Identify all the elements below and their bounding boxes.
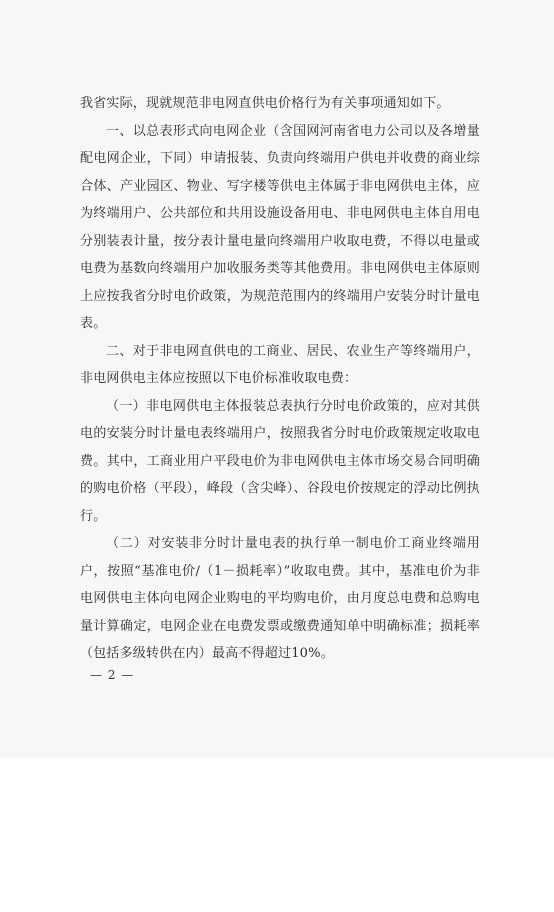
page-number: — 2 — [90, 668, 135, 682]
paragraph-item-two: （二）对安装非分时计量电表的执行单一制电价工商业终端用户，按照“基准电价/（1－损耗率）”收取电费。其中，基准电价为非电网供电主体向电网企业购电的平均购电价，由月度总电费和总购电量计算确定，电网企业在电费发票或缴费通知单中明确标准；损耗率（包括多级转供在内）最高不得超过10%。 [80, 536, 480, 661]
document-body [80, 90, 480, 668]
paragraph-item-one: （一）非电网供电主体报装总表执行分时电价政策的，应对其供电的安装分时计量电表终端用户，按照我省分时电价政策规定收取电费。其中，工商业用户平段电价为非电网供电主体市场交易合同明确的购电价格（平段），峰段（含尖峰）、谷段电价按规定的浮动比例执行。 [80, 398, 480, 524]
paragraph-section-two: 二、对于非电网直供电的工商业、居民、农业生产等终端用户，非电网供电主体应按照以下电价标准收取电费： [80, 343, 480, 386]
paragraph-continuation: 我省实际，现就规范非电网直供电价格行为有关事项通知如下。 [80, 96, 450, 111]
paragraph-section-one: 一、以总表形式向电网企业（含国网河南省电力公司以及各增量配电网企业，下同）申请报装、负责向终端用户供电并收费的商业综合体、产业园区、物业、写字楼等供电主体属于非电网供电主体，应为终端用户、公共部位和共用设施设备用电、非电网供电主体自用电分别装表计量，按分表计量电量向终端用户收取电费，不得以电量或电费为基数向终端用户加收服务类等其他费用。非电网供电主体原则上应按我省分时电价政策，为规范范围内的终端用户安装分时计量电表。 [80, 123, 480, 331]
